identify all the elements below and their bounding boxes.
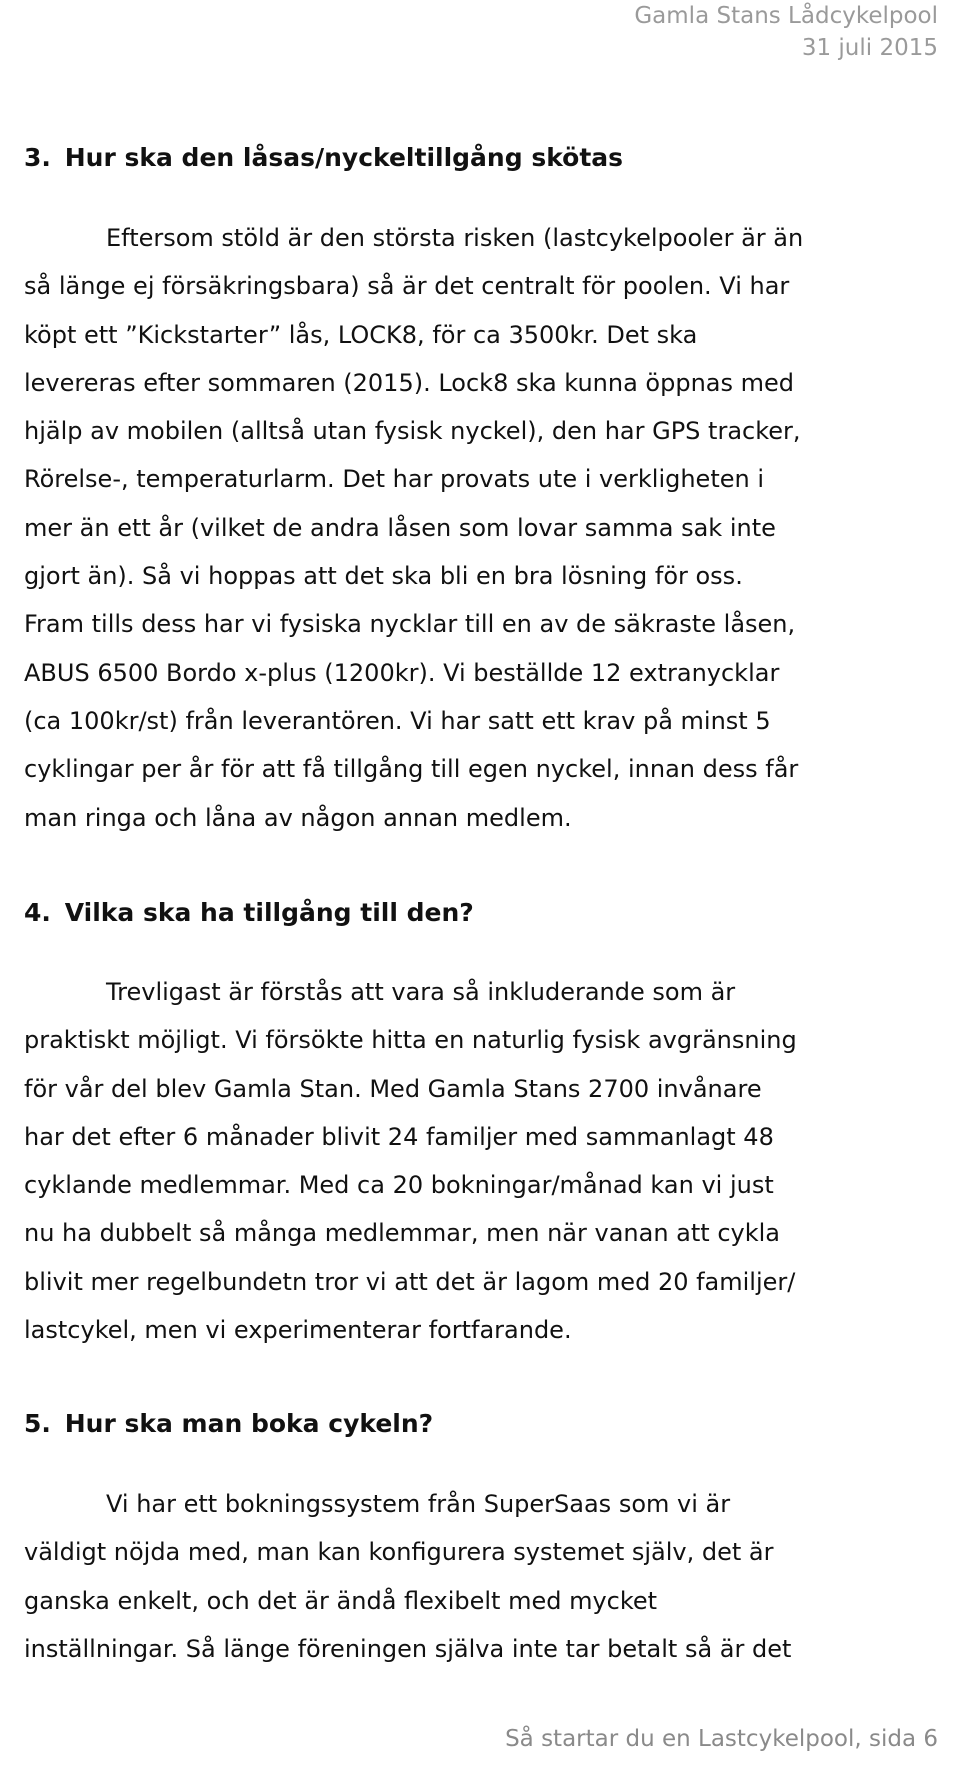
section-number: 3. — [24, 143, 51, 172]
section-3-paragraph — [24, 214, 944, 842]
paragraph-line: för vår del blev Gamla Stan. Med Gamla Stans 2700 invånare — [24, 1074, 762, 1103]
paragraph-line: man ringa och låna av någon annan medlem. — [24, 803, 572, 832]
paragraph-line: Eftersom stöld är den största risken (lastcykelpooler är än — [106, 224, 804, 252]
section-5-heading — [24, 1406, 433, 1442]
paragraph-line: Vi har ett bokningssystem från SuperSaas som vi är — [106, 1490, 731, 1518]
page-header — [634, 0, 938, 64]
section-title: Hur ska den låsas/nyckeltillgång skötas — [64, 143, 624, 172]
header-title: Gamla Stans Lådcykelpool — [634, 3, 938, 29]
paragraph-line: hjälp av mobilen (alltså utan fysisk nyckel), den har GPS tracker, — [24, 417, 801, 446]
section-title: Hur ska man boka cykeln? — [64, 1409, 434, 1438]
section-4-paragraph — [24, 968, 944, 1354]
paragraph-line: (ca 100kr/st) från leverantören. Vi har satt ett krav på minst 5 — [24, 706, 771, 735]
header-date: 31 juli 2015 — [801, 35, 938, 61]
section-4-heading — [24, 895, 474, 931]
paragraph-line: cyklingar per år för att få tillgång till egen nyckel, innan dess får — [24, 755, 799, 784]
paragraph-line: praktiskt möjligt. Vi försökte hitta en naturlig fysisk avgränsning — [24, 1026, 797, 1055]
paragraph-line: Rörelse-, temperaturlarm. Det har provats ute i verkligheten i — [24, 465, 765, 494]
paragraph-line: har det efter 6 månader blivit 24 familjer med sammanlagt 48 — [24, 1122, 774, 1151]
paragraph-line: Trevligast är förstås att vara så inkluderande som är — [106, 978, 736, 1006]
paragraph-line: lastcykel, men vi experimenterar fortfarande. — [24, 1316, 572, 1345]
section-number: 5. — [24, 1409, 51, 1438]
paragraph-line: cyklande medlemmar. Med ca 20 bokningar/månad kan vi just — [24, 1171, 774, 1200]
paragraph-line: ABUS 6500 Bordo x-plus (1200kr). Vi beställde 12 extranycklar — [24, 658, 780, 687]
paragraph-line: köpt ett ”Kickstarter” lås, LOCK8, för ca 3500kr. Det ska — [24, 320, 698, 349]
paragraph-line: ganska enkelt, och det är ändå flexibelt med mycket — [24, 1586, 658, 1615]
page-footer: Så startar du en Lastcykelpool, sida 6 — [505, 1726, 938, 1752]
paragraph-line: väldigt nöjda med, man kan konfigurera systemet själv, det är — [24, 1538, 774, 1567]
paragraph-line: gjort än). Så vi hoppas att det ska bli en bra lösning för oss. — [24, 562, 743, 591]
section-number: 4. — [24, 898, 51, 927]
paragraph-line: blivit mer regelbundetn tror vi att det är lagom med 20 familjer/ — [24, 1267, 796, 1296]
paragraph-line: så länge ej försäkringsbara) så är det centralt för poolen. Vi har — [24, 272, 790, 301]
section-title: Vilka ska ha tillgång till den? — [64, 898, 474, 927]
paragraph-line: levereras efter sommaren (2015). Lock8 ska kunna öppnas med — [24, 368, 794, 397]
section-3-heading — [24, 140, 623, 176]
paragraph-line: Fram tills dess har vi fysiska nycklar till en av de säkraste låsen, — [24, 610, 796, 639]
paragraph-line: mer än ett år (vilket de andra låsen som lovar samma sak inte — [24, 513, 776, 542]
section-5-paragraph — [24, 1480, 944, 1673]
paragraph-line: inställningar. Så länge föreningen själva inte tar betalt så är det — [24, 1634, 792, 1663]
paragraph-line: nu ha dubbelt så många medlemmar, men när vanan att cykla — [24, 1219, 780, 1248]
